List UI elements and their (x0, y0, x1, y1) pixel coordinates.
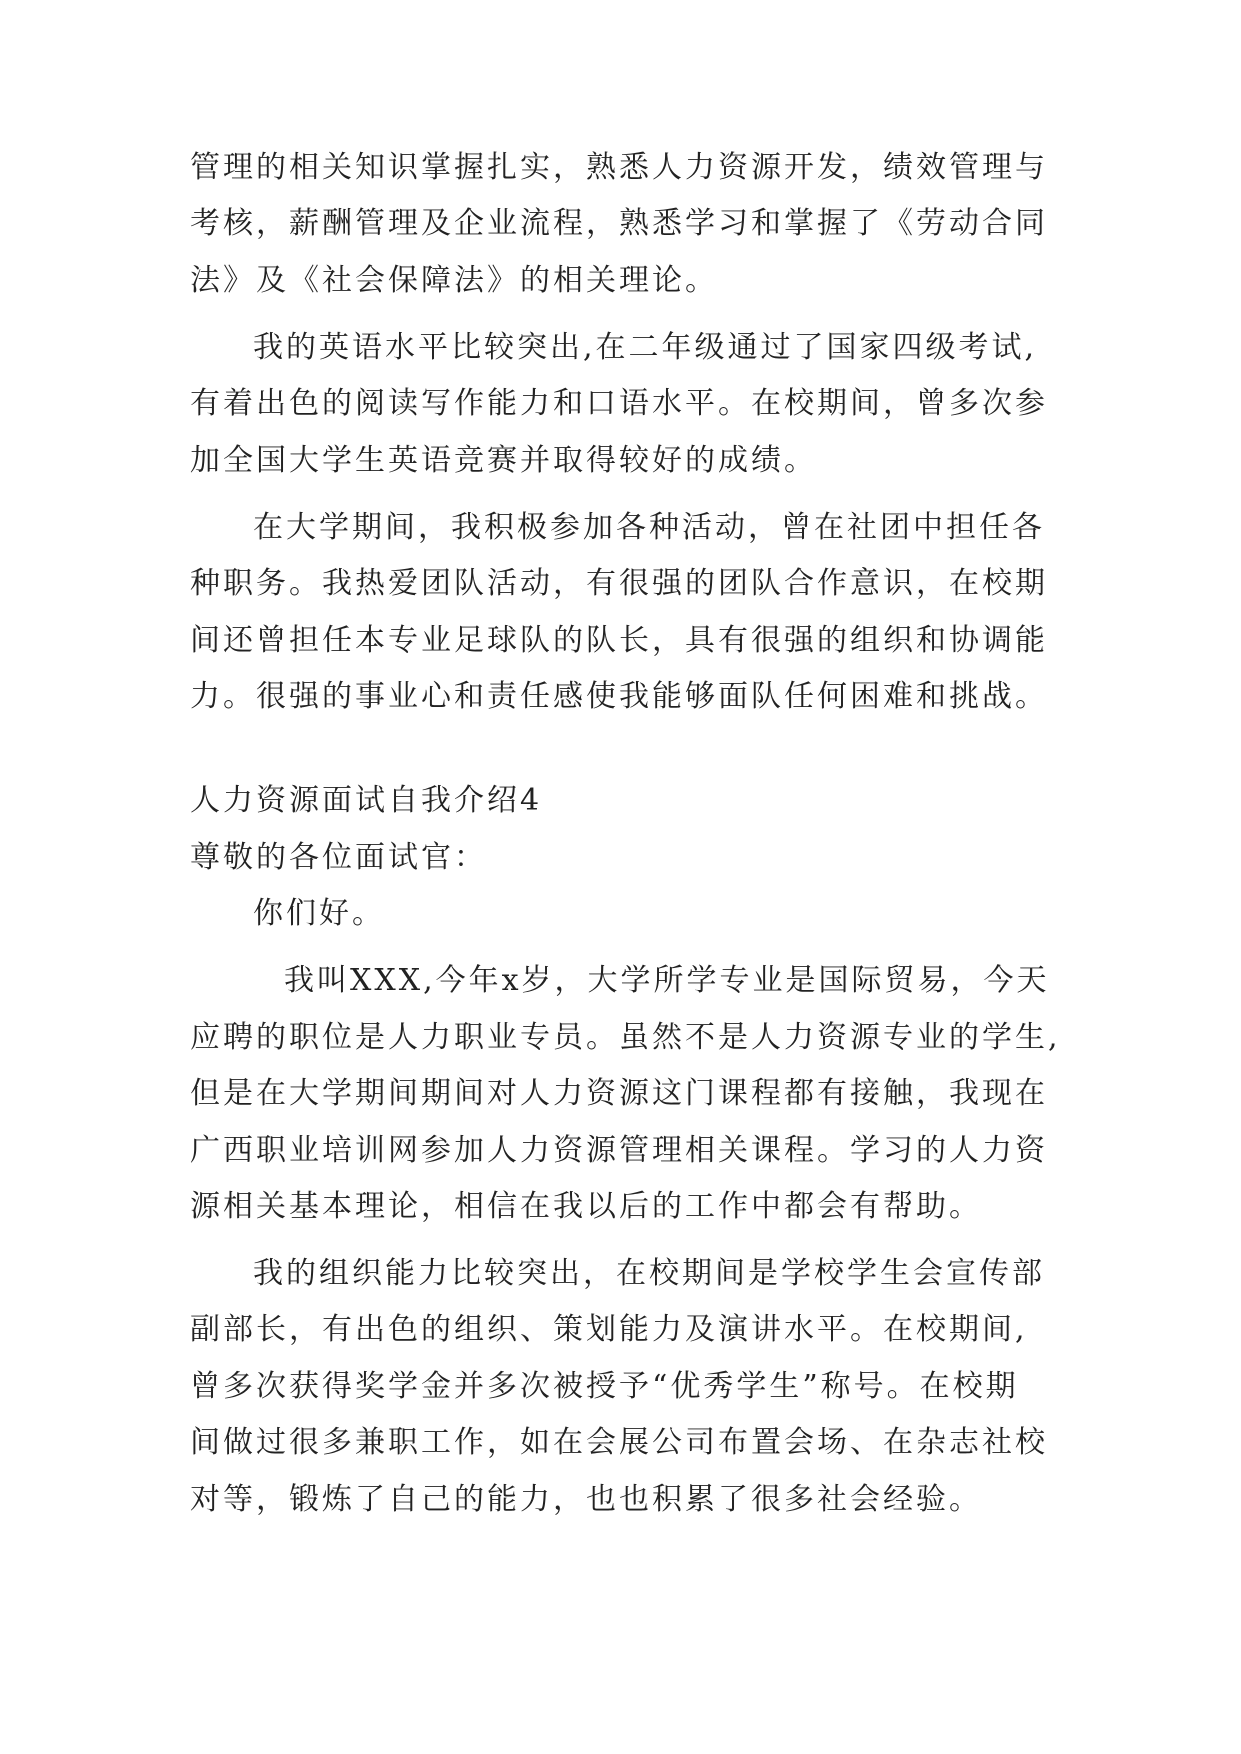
paragraph-start-line: 我的英语水平比较突出,在二年级通过了国家四级考试, (253, 330, 1038, 365)
text-line: 广西职业培训网参加人力资源管理相关课程。学习的人力资 (190, 1133, 1048, 1168)
text-line: 应聘的职位是人力职业专员。虽然不是人力资源专业的学生, (190, 1020, 1061, 1055)
paragraph-start-line: 在大学期间，我积极参加各种活动，曾在社团中担任各 (253, 510, 1045, 545)
text-line: 源相关基本理论，相信在我以后的工作中都会有帮助。 (190, 1189, 982, 1224)
paragraph-start-line: 我的组织能力比较突出，在校期间是学校学生会宣传部 (253, 1256, 1045, 1291)
greeting: 你们好。 (253, 896, 385, 931)
text-line: 副部长，有出色的组织、策划能力及演讲水平。在校期间, (190, 1312, 1028, 1347)
text-line: 对等，锻炼了自己的能力，也也积累了很多社会经验。 (190, 1482, 982, 1517)
text-line: 间还曾担任本专业足球队的队长，具有很强的组织和协调能 (190, 623, 1048, 658)
text-line: 间做过很多兼职工作，如在会展公司布置会场、在杂志社校 (190, 1425, 1048, 1460)
text-line: 曾多次获得奖学金并多次被授予“优秀学生”称号。在校期 (190, 1369, 1019, 1404)
text-line: 考核，薪酬管理及企业流程，熟悉学习和掌握了《劳动合同 (190, 206, 1048, 241)
text-line: 力。很强的事业心和责任感使我能够面队任何困难和挑战。 (190, 679, 1048, 714)
text-line: 加全国大学生英语竞赛并取得较好的成绩。 (190, 443, 817, 478)
text-line: 种职务。我热爱团队活动，有很强的团队合作意识，在校期 (190, 566, 1048, 601)
text-line: 有着出色的阅读写作能力和口语水平。在校期间，曾多次参 (190, 386, 1048, 421)
section-heading: 人力资源面试自我介绍4 (190, 783, 543, 818)
paragraph-start-line: 我叫XXX,今年x岁，大学所学专业是国际贸易，今天 (284, 963, 1050, 998)
text-line: 管理的相关知识掌握扎实，熟悉人力资源开发，绩效管理与 (190, 150, 1048, 185)
salutation: 尊敬的各位面试官： (190, 840, 487, 875)
text-line: 但是在大学期间期间对人力资源这门课程都有接触，我现在 (190, 1076, 1048, 1111)
text-line: 法》及《社会保障法》的相关理论。 (190, 263, 718, 298)
